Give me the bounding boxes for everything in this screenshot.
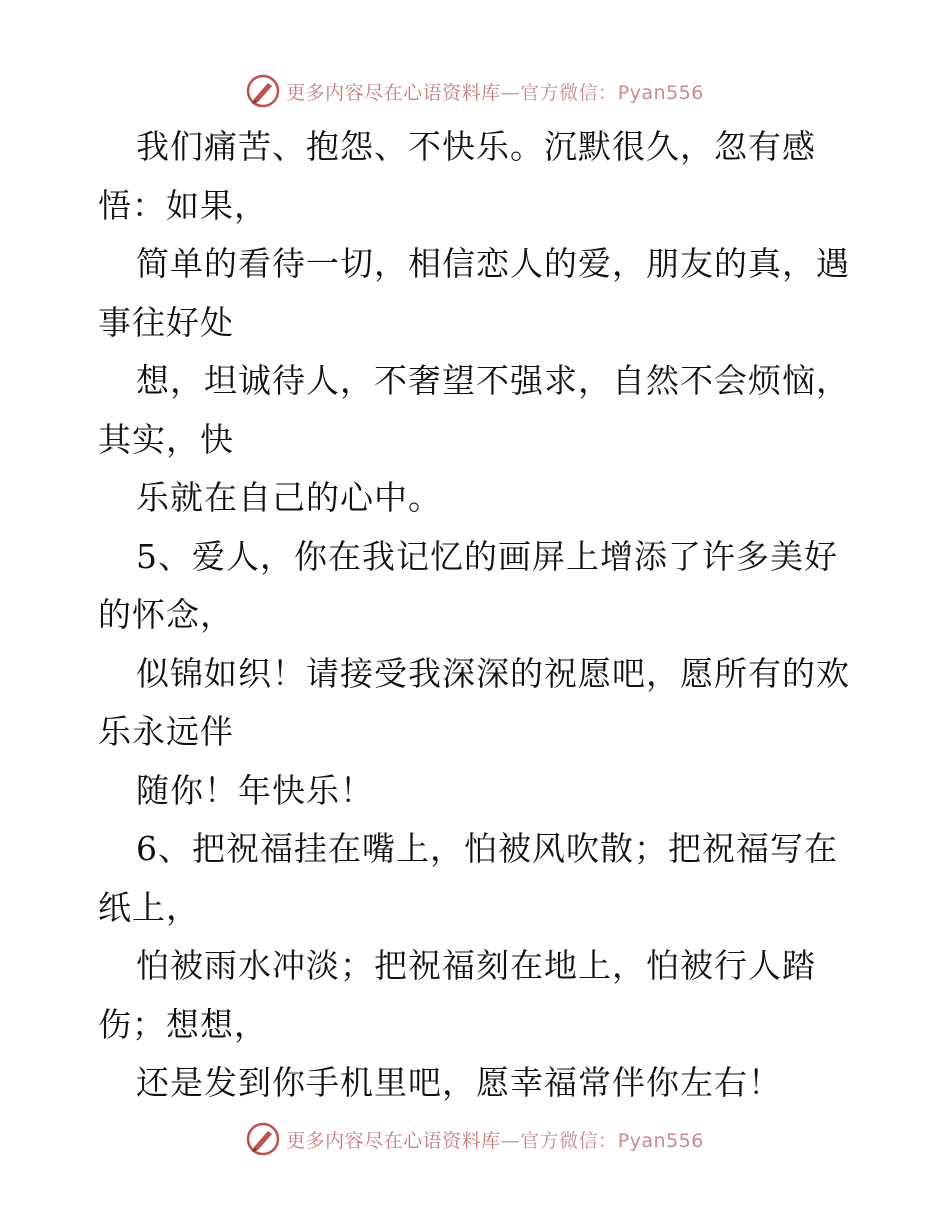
watermark-wechat-id: Pyan556 [617, 81, 704, 104]
text-line: 伤；想想， [98, 1004, 268, 1044]
watermark-separator: — [500, 1129, 521, 1152]
watermark-wechat-label: 官方微信： [520, 81, 618, 104]
watermark-text [286, 78, 704, 105]
watermark-brand: 更多内容尽在心语资料库 [286, 81, 501, 104]
text-line: 其实，快 [98, 419, 234, 459]
text-line: 怕被雨水冲淡；把祝福刻在地上，怕被行人踏 [136, 946, 816, 985]
text-line: 想，坦诚待人，不奢望不强求，自然不会烦恼， [136, 361, 850, 400]
text-line: 5、爱人，你在我记忆的画屏上增添了许多美好 [136, 536, 838, 576]
watermark-text [286, 1126, 704, 1153]
text-line: 纸上， [98, 887, 200, 927]
text-line: 似锦如织！请接受我深深的祝愿吧，愿所有的欢 [136, 653, 850, 693]
text-line: 我们痛苦、抱怨、不快乐。沉默很久，忽有感 [136, 127, 816, 166]
text-line: 还是发到你手机里吧，愿幸福常伴你左右！ [136, 1063, 782, 1102]
text-line: 悟：如果， [98, 185, 268, 225]
text-line: 乐永远伴 [98, 712, 234, 751]
pen-logo-icon [246, 74, 280, 108]
document-body [98, 118, 858, 1113]
watermark-separator: — [500, 81, 521, 104]
pen-logo-icon [246, 1122, 280, 1156]
watermark-wechat-label: 官方微信： [520, 1129, 618, 1152]
text-line: 随你！年快乐！ [136, 770, 374, 810]
watermark-wechat-id: Pyan556 [617, 1129, 704, 1152]
text-line: 简单的看待一切，相信恋人的爱，朋友的真，遇 [136, 244, 850, 283]
text-line: 6、把祝福挂在嘴上，怕被风吹散；把祝福写在 [136, 829, 838, 868]
text-line: 的怀念， [98, 595, 234, 634]
header-watermark [0, 74, 950, 108]
watermark-brand: 更多内容尽在心语资料库 [286, 1129, 501, 1152]
text-line: 事往好处 [98, 302, 234, 342]
text-line: 乐就在自己的心中。 [136, 478, 442, 517]
footer-watermark [0, 1122, 950, 1156]
